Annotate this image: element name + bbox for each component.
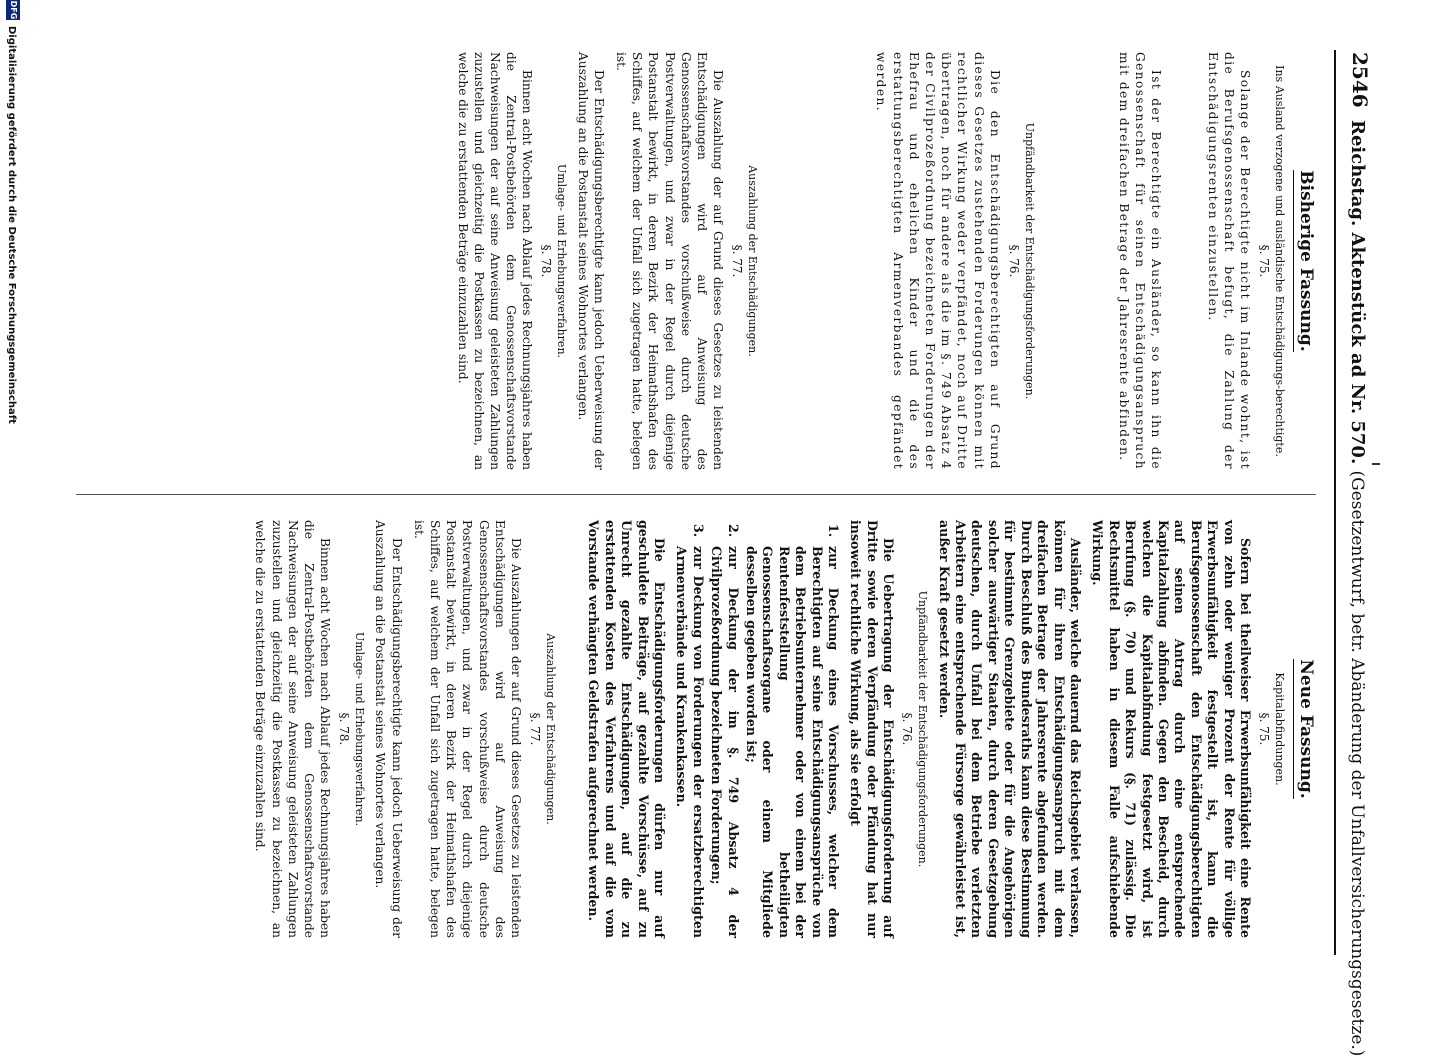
footer-text: Digitalisierung gefördert durch die Deutsche Forschungsgemeinschaft [6, 26, 17, 424]
paragraph-number: §. 76. [900, 712, 915, 746]
paragraph-number: §. 78. [337, 712, 352, 746]
paragraph-number: §. 77. [730, 244, 745, 278]
section-title: Unpfändbarkeit der Entschädigungsforderungen. [916, 590, 930, 868]
paragraph-text: Ist der Berechtigte ein Ausländer, so kann ihn die Genossenschaft für seinen Entschädigungsanspruch mit dem dreifachen Betrage der Jahresrente abfinden. [1116, 52, 1164, 470]
paragraph-text: Die Entschädigungsforderungen dürfen nur auf geschuldete Beiträge, auf gezahlte Vorschüsse, auf zu Unrecht gezahlte Entschädigungen, auf die zu erstattenden Kosten des Verfahrens und auf die vom Vorstande verhängten Geldstrafen aufgerechnet werden. [586, 520, 667, 938]
document-title [1347, 120, 1368, 1056]
numbered-list [673, 520, 841, 938]
section-title: Auszahlung der Entschädigungen. [543, 633, 557, 825]
document-subtitle: (Gesetzentwurf, betr. Abänderung der Unfallversicherungsgesetze.) [1347, 470, 1367, 1056]
paragraph-text: Der Entschädigungsberechtigte kann jedoch Ueberweisung der Auszahlung an die Postanstalt seines Wohnortes verlangen. [575, 52, 606, 470]
list-item: 1. zur Deckung eines Vorschusses, welcher dem Berechtigten auf seine Entschädigungsansprüche von dem Betriebsunternehmer oder von einem bei der Rentenfeststellung betheiligten Genossenschaftsorgane oder einem Mitgliede desselben gegeben worden ist; [744, 524, 842, 938]
paragraph-number: §. 75. [1257, 712, 1271, 746]
column-heading-old: Bisherige Fassung. [1296, 52, 1316, 470]
paragraph-number: §. 76. [1006, 244, 1021, 278]
column-divider [76, 494, 1316, 495]
paragraph-text: Die den Entschädigungsberechtigten auf Grund dieses Gesetzes zustehenden Forderungen können mit rechtlicher Wirkung weder verpfändet, noch auf Dritte übertragen, noch für andere als die im §. 749 Absatz 4 der Civilprozeßordnung bezeichneten Forderungen der Ehefrau und ehelichen Kinder und die des erstattungsberechtigten Armenverbandes gepfändet werden. [874, 52, 1002, 470]
paragraph-text: Binnen acht Wochen nach Ablauf jedes Rechnungsjahres haben die Zentral-Postbehörden dem Genossenschaftsvorstande Nachweisungen der auf seine Anweisung geleisteten Zahlungen zuzustellen und gleichzeitig die Postkassen zu bezeichnen, an welche die zu erstattenden Beträge einzuzahlen sind. [253, 520, 333, 938]
column-new-version [246, 520, 1316, 938]
section-title: Unpfändbarkeit der Entschädigungsforderungen. [1022, 122, 1036, 400]
section-title: Ins Ausland verzogene und ausländische Entschädigungs-berechtigte. [1273, 65, 1286, 457]
paragraph-text: Binnen acht Wochen nach Ablauf jedes Rechnungsjahres haben die Zentral-Postbehörden dem Genossenschaftsvorstande Nachweisungen der auf seine Anweisung geleisteten Zahlungen zuzustellen und gleichzeitig die Postkassen zu bezeichnen, an welche die zu erstattenden Beträge einzuzahlen sind. [455, 52, 535, 470]
paragraph-number: §. 77. [527, 712, 542, 746]
paragraph-number: §. 75. [1257, 244, 1271, 278]
paragraph-number: §. 78. [539, 244, 554, 278]
list-item: 2. zur Deckung der im §. 749 Absatz 4 der Civilprozeßordnung bezeichneten Forderungen; [709, 524, 741, 938]
section-title: Kapitalabfindungen. [1273, 672, 1286, 786]
paragraph-text: Solange der Berechtigte nicht im Inlande wohnt, ist die Berufsgenossenschaft befugt, die Zahlung der Entschädigungsrenten einzustellen. [1205, 52, 1252, 470]
page-number: 2546 [1348, 52, 1372, 108]
paragraph-text: Der Entschädigungsberechtigte kann jedoch Ueberweisung der Auszahlung an die Postanstalt seines Wohnortes verlangen. [373, 520, 404, 938]
page-header [1334, 50, 1376, 1056]
paragraph-text: Ausländer, welche dauernd das Reichsgebiet verlassen, können für ihren Entschädigungsanspruch mit dem dreifachen Betrage der Jahresrente abgefunden werden. Durch Beschluß des Bundesraths kann diese Bestimmung für bestimmte Grenzgebiete oder für die Angehörigen solcher auswärtiger Staaten, durch deren Gesetzgebung deutschen, durch Unfall bei dem Betriebe verletzten Arbeitern eine entsprechende Fürsorge gewährleistet ist, außer Kraft gesetzt werden. [936, 520, 1083, 938]
document-title-main: Reichstag. Aktenstück ad Nr. 570. [1347, 120, 1368, 465]
dfg-logo: DFG [6, 0, 20, 20]
digitization-footer [2, 0, 22, 1000]
column-old-version [448, 52, 1316, 470]
column-heading-new: Neue Fassung. [1296, 520, 1316, 938]
paragraph-text: Die Uebertragung der Entschädigungsforderung auf Dritte sowie deren Verpfändung oder Pfändung hat nur insoweit rechtliche Wirkung, als sie erfolgt [848, 520, 897, 938]
paragraph-text: Die Auszahlung der auf Grund dieses Gesetzes zu leistenden Entschädigungen wird auf Anweisung des Genossenschaftsvorstandes vorschußweise durch deutsche Postverwaltungen, und zwar in der Regel durch diejenige Postanstalt bewirkt, in deren Bezirk der Heimathshafen des Schiffes, auf welchem der Unfall sich zugetragen hatte, belegen ist. [613, 52, 726, 470]
paragraph-text: Sofern bei theilweiser Erwerbsunfähigkeit eine Rente von zehn oder weniger Prozent der Rente für völlige Erwerbsunfähigkeit festgestellt ist, kann die Berufsgenossenschaft den Entschädigungsberechtigten auf seinen Antrag durch eine entsprechende Kapitalzahlung abfinden. Gegen den Bescheid, durch welchen die Kapitalabfindung festgesetzt wird, ist Berufung (§. 70) und Rekurs (§. 71) zulässig. Die Rechtsmittel haben in diesem Falle aufschiebende Wirkung. [1090, 520, 1253, 938]
section-title: Umlage- und Erhebungsverfahren. [555, 163, 569, 359]
section-title: Umlage- und Erhebungsverfahren. [353, 631, 367, 827]
paragraph-text: Die Auszahlungen der auf Grund dieses Gesetzes zu leistenden Entschädigungen wird auf Anweisung des Genossenschaftsvorstandes vorschußweise durch deutsche Postverwaltungen, und zwar in der Regel durch diejenige Postanstalt bewirkt, in deren Bezirk der Heimathshafen des Schiffes, auf welchem der Unfall sich zugetragen hatte, belegen ist. [411, 520, 523, 938]
section-title: Auszahlung der Entschädigungen. [746, 165, 760, 357]
list-item: 3. zur Deckung von Forderungen der ersatzberechtigten Armenverbände und Krankenkassen. [674, 524, 706, 938]
